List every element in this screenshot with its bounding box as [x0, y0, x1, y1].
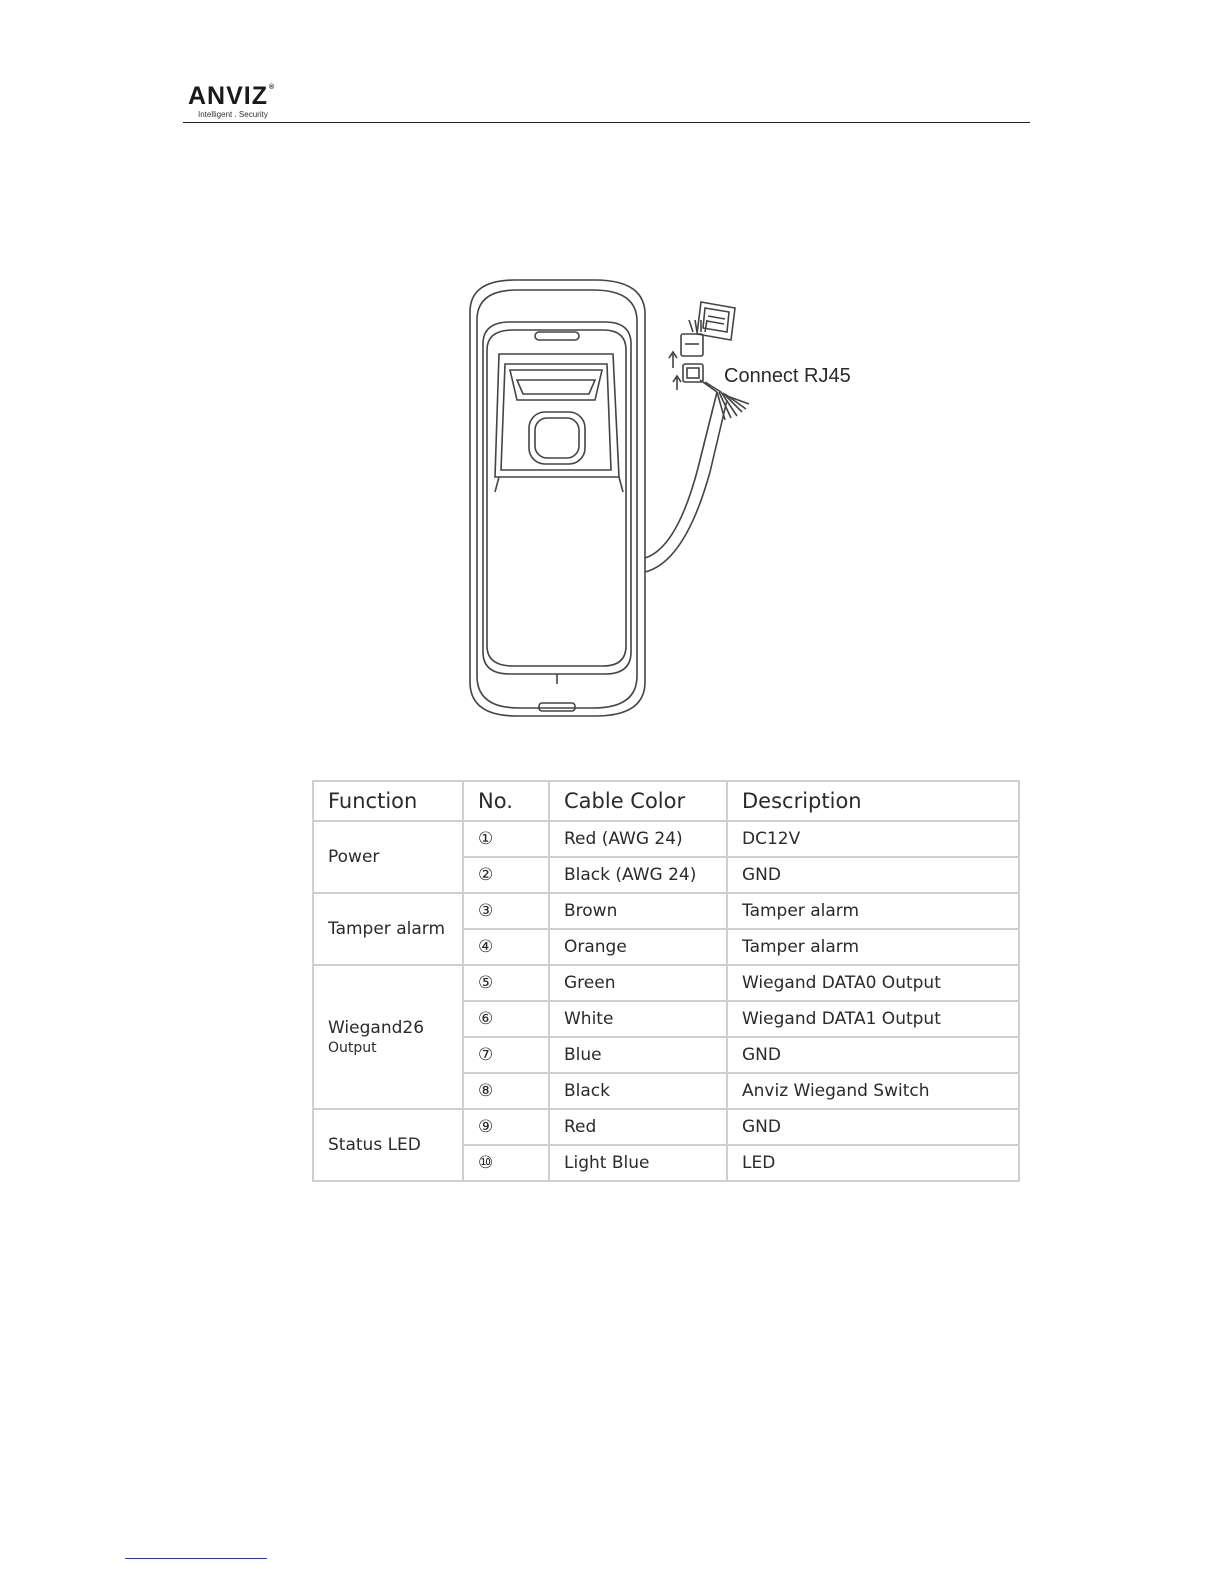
- pin-number: ⑦: [463, 1037, 549, 1073]
- function-cell: Power: [313, 821, 463, 893]
- pin-description: Tamper alarm: [727, 893, 1019, 929]
- pin-description: Wiegand DATA1 Output: [727, 1001, 1019, 1037]
- pin-description: DC12V: [727, 821, 1019, 857]
- cable-color: Red: [549, 1109, 727, 1145]
- table-row: [313, 821, 1019, 857]
- pin-description: GND: [727, 857, 1019, 893]
- pin-number: ⑧: [463, 1073, 549, 1109]
- fingerprint-reader-illustration: [455, 272, 875, 732]
- header-description: Description: [727, 781, 1019, 821]
- function-cell: Tamper alarm: [313, 893, 463, 965]
- function-name: Wiegand26: [328, 1018, 425, 1038]
- pin-description: Anviz Wiegand Switch: [727, 1073, 1019, 1109]
- cable-color: Red (AWG 24): [549, 821, 727, 857]
- pin-number: ②: [463, 857, 549, 893]
- footer-link-underline[interactable]: [125, 1558, 267, 1559]
- logo-wordmark: ANVIZ®: [188, 82, 276, 110]
- pin-number: ⑩: [463, 1145, 549, 1181]
- table-header-row: [313, 781, 1019, 821]
- cable-color: Black: [549, 1073, 727, 1109]
- cable-color: White: [549, 1001, 727, 1037]
- function-subtitle: Output: [328, 1040, 377, 1056]
- header-divider: [183, 122, 1030, 123]
- brand-logo: [188, 84, 275, 119]
- cable-color: Orange: [549, 929, 727, 965]
- pin-number: ⑥: [463, 1001, 549, 1037]
- cable-color: Green: [549, 965, 727, 1001]
- device-wiring-figure: [455, 272, 875, 732]
- pin-number: ⑨: [463, 1109, 549, 1145]
- pin-number: ⑤: [463, 965, 549, 1001]
- cable-color: Black (AWG 24): [549, 857, 727, 893]
- header-function: Function: [313, 781, 463, 821]
- connect-rj45-label: Connect RJ45: [724, 365, 851, 387]
- pin-description: LED: [727, 1145, 1019, 1181]
- cable-color: Brown: [549, 893, 727, 929]
- function-cell: Status LED: [313, 1109, 463, 1181]
- cable-pinout-table: [312, 780, 1020, 1182]
- pin-number: ③: [463, 893, 549, 929]
- table-row: [313, 893, 1019, 929]
- cable-color: Light Blue: [549, 1145, 727, 1181]
- pin-description: GND: [727, 1109, 1019, 1145]
- pin-number: ①: [463, 821, 549, 857]
- table-row: [313, 1109, 1019, 1145]
- logo-tagline: Intelligent . Security: [198, 110, 268, 119]
- header-number: No.: [463, 781, 549, 821]
- pin-description: Wiegand DATA0 Output: [727, 965, 1019, 1001]
- header-cable-color: Cable Color: [549, 781, 727, 821]
- pin-description: Tamper alarm: [727, 929, 1019, 965]
- pin-number: ④: [463, 929, 549, 965]
- cable-color: Blue: [549, 1037, 727, 1073]
- function-cell: [313, 965, 463, 1109]
- table-row: [313, 965, 1019, 1001]
- pin-description: GND: [727, 1037, 1019, 1073]
